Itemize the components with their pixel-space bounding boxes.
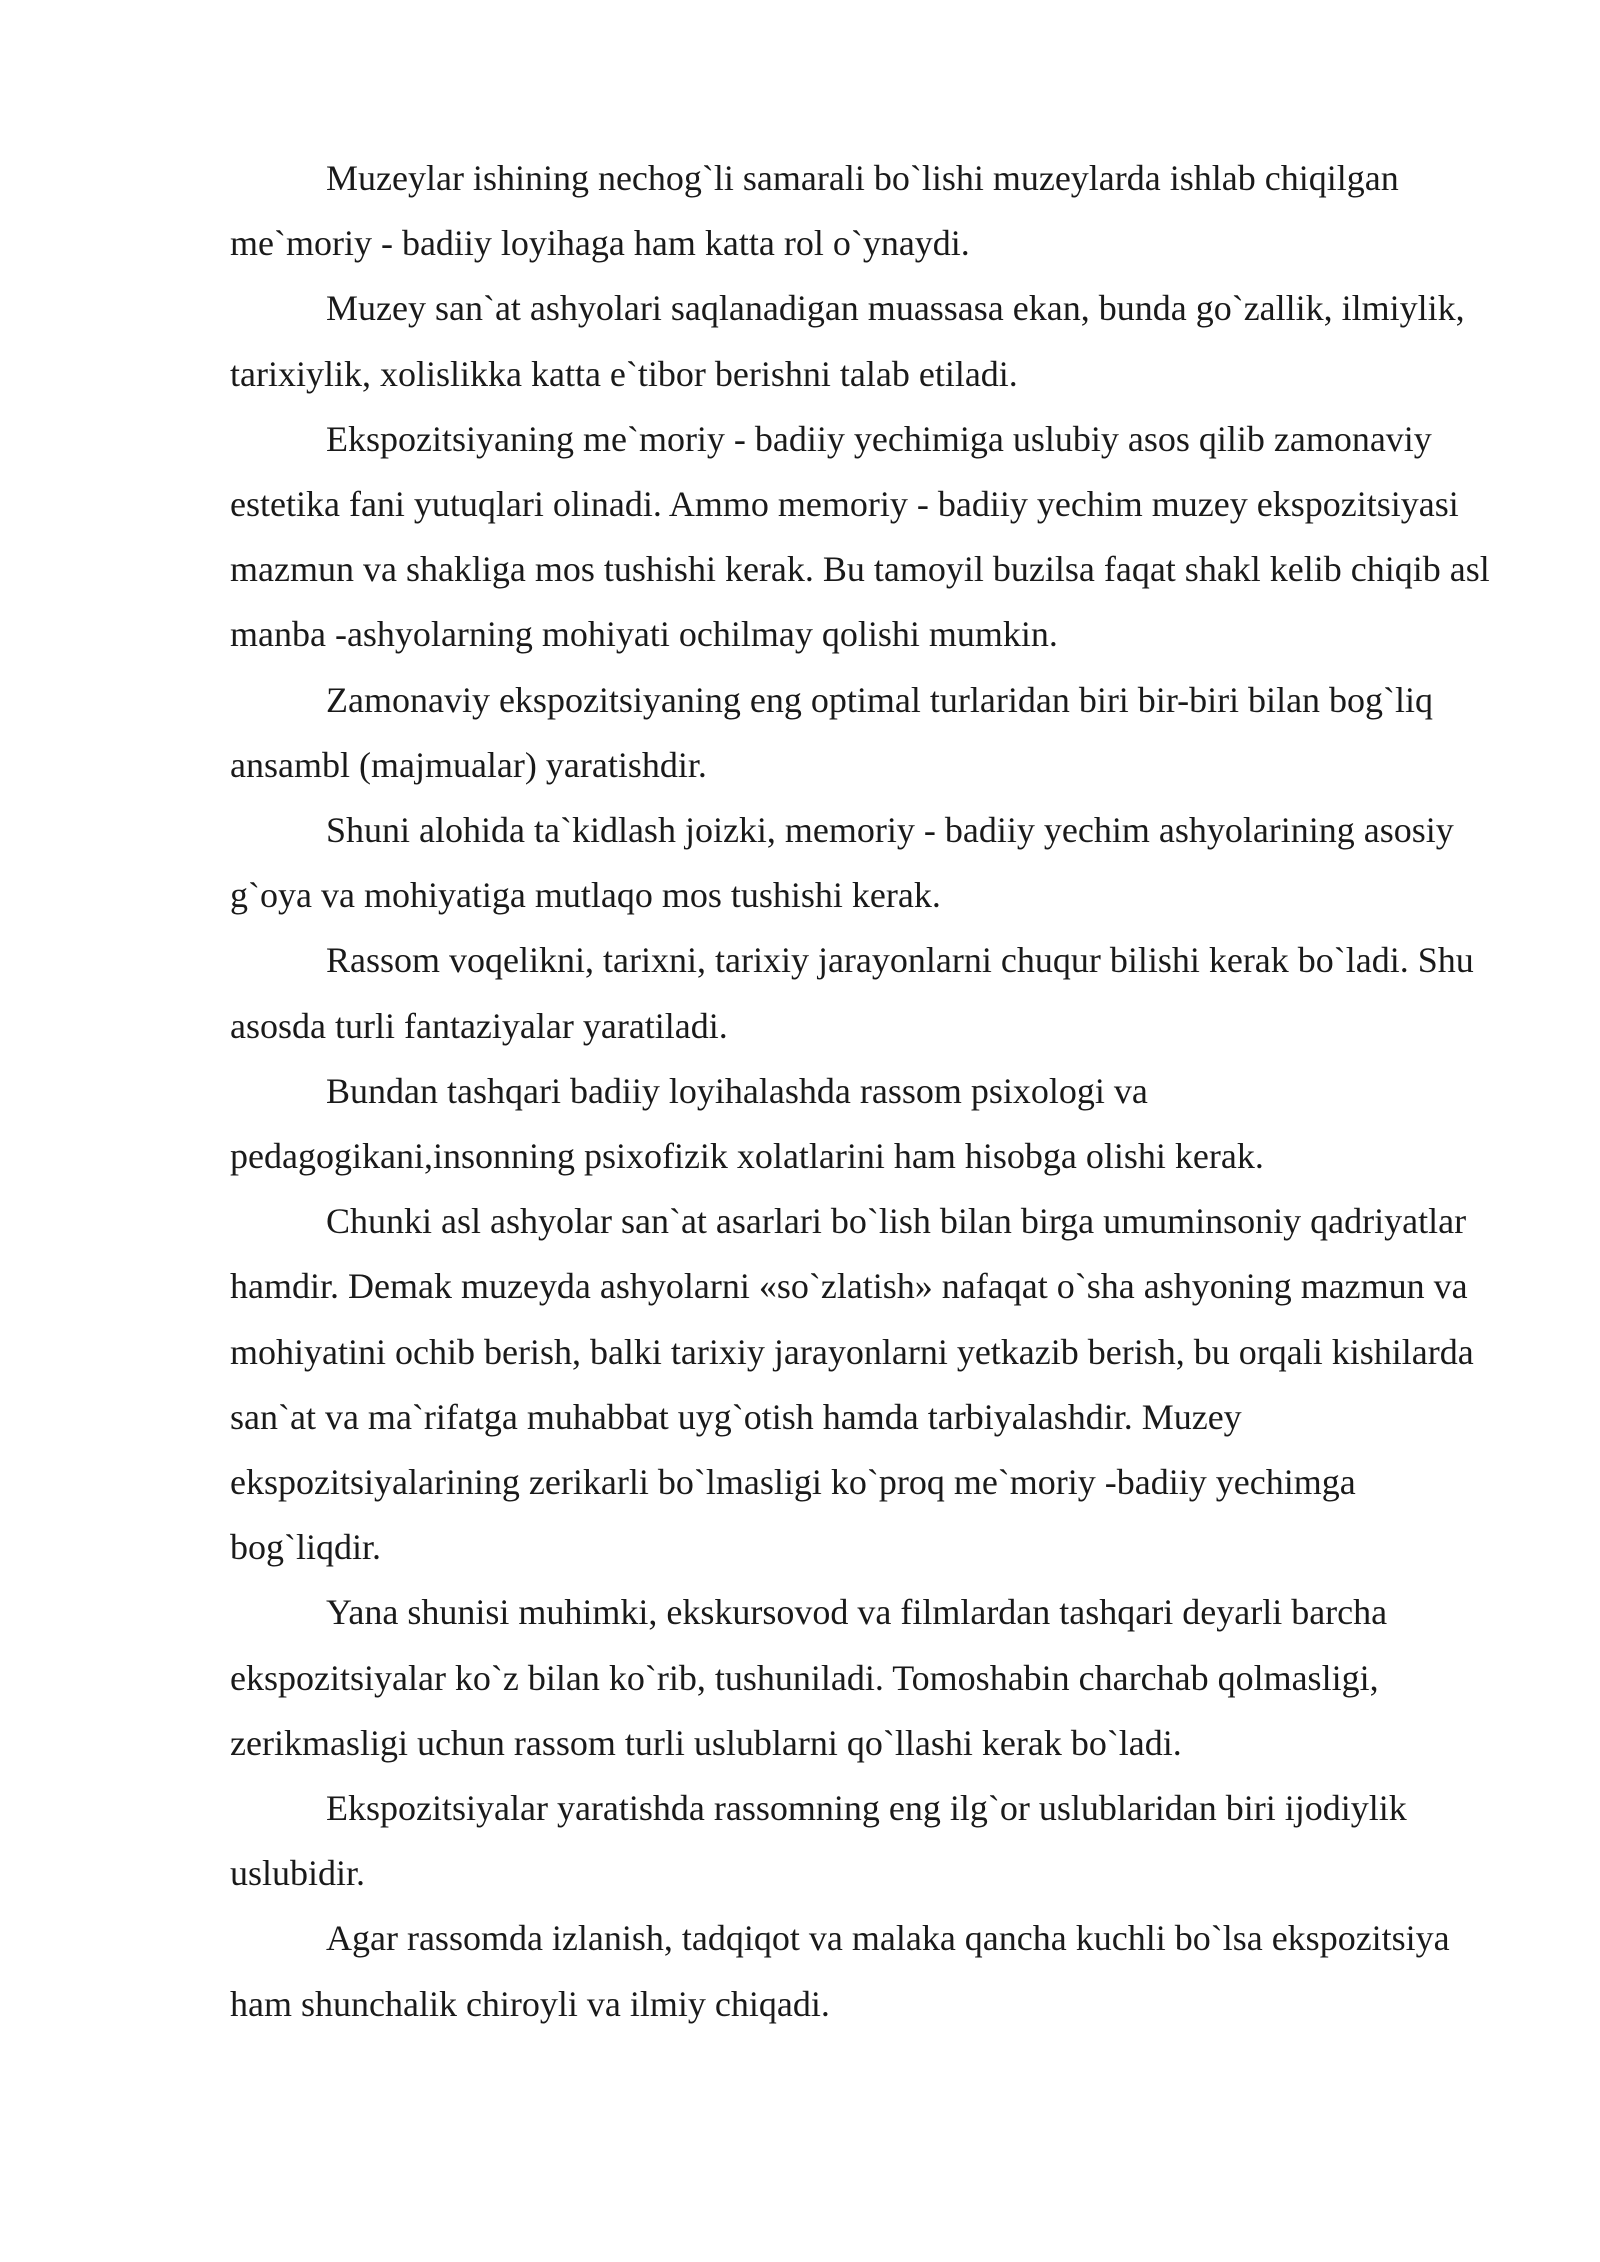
paragraph: Ekspozitsiyaning me`moriy - badiiy yechimiga uslubiy asos qilib zamonaviy estetika fani yutuqlari olinadi. Ammo memoriy - badiiy yechim muzey ekspozitsiyasi mazmun va shakliga mos tushishi kerak. Bu tamoyil buzilsa faqat shakl kelib chiqib asl manba -ashyolarning mohiyati ochilmay qolishi mumkin. (230, 418, 1490, 655)
paragraph: Shuni alohida ta`kidlash joizki, memoriy - badiiy yechim ashyolarining asosiy g`oya va mohiyatiga mutlaqo mos tushishi kerak. (230, 810, 1454, 916)
paragraph: Chunki asl ashyolar san`at asarlari bo`lish bilan birga umuminsoniy qadriyatlar hamdir. Demak muzeyda ashyolarni «so`zlatish» nafaqat o`sha ashyoning mazmun va mohiyatini ochib berish, balki tarixiy jarayonlarni yetkazib berish, bu orqali kishilarda san`at va ma`rifatga muhabbat uyg`otish hamda tarbiyalashdir. Muzey ekspozitsiyalarining zerikarli bo`lmasligi ko`proq me`moriy -badiiy yechimga bog`liqdir. (230, 1201, 1474, 1568)
paragraph: Yana shunisi muhimki, ekskursovod va filmlardan tashqari deyarli barcha ekspozitsiyalar ko`z bilan ko`rib, tushuniladi. Tomoshabin charchab qolmasligi, zerikmasligi uchun rassom turli uslublarni qo`llashi kerak bo`ladi. (230, 1592, 1388, 1763)
paragraph: Ekspozitsiyalar yaratishda rassomning eng ilg`or uslublaridan biri ijodiylik uslubidir. (230, 1788, 1407, 1894)
document-body (230, 146, 1492, 2037)
paragraph: Bundan tashqari badiiy loyihalashda rassom psixologi va pedagogikani,insonning psixofizik xolatlarini ham hisobga olishi kerak. (230, 1070, 1264, 1177)
paragraph: Rassom voqelikni, tarixni, tarixiy jarayonlarni chuqur bilishi kerak bo`ladi. Shu asosda turli fantaziyalar yaratiladi. (230, 940, 1474, 1046)
paragraph: Agar rassomda izlanish, tadqiqot va malaka qancha kuchli bo`lsa ekspozitsiya ham shunchalik chiroyli va ilmiy chiqadi. (230, 1918, 1450, 2024)
paragraph: Muzey san`at ashyolari saqlanadigan muassasa ekan, bunda go`zallik, ilmiylik, tarixiylik, xolislikka katta e`tibor berishni talab etiladi. (230, 288, 1465, 394)
paragraph: Zamonaviy ekspozitsiyaning eng optimal turlaridan biri bir-biri bilan bog`liq ansambl (majmualar) yaratishdir. (230, 679, 1434, 785)
paragraph: Muzeylar ishining nechog`li samarali bo`lishi muzeylarda ishlab chiqilgan me`moriy - badiiy loyihaga ham katta rol o`ynaydi. (230, 158, 1399, 264)
